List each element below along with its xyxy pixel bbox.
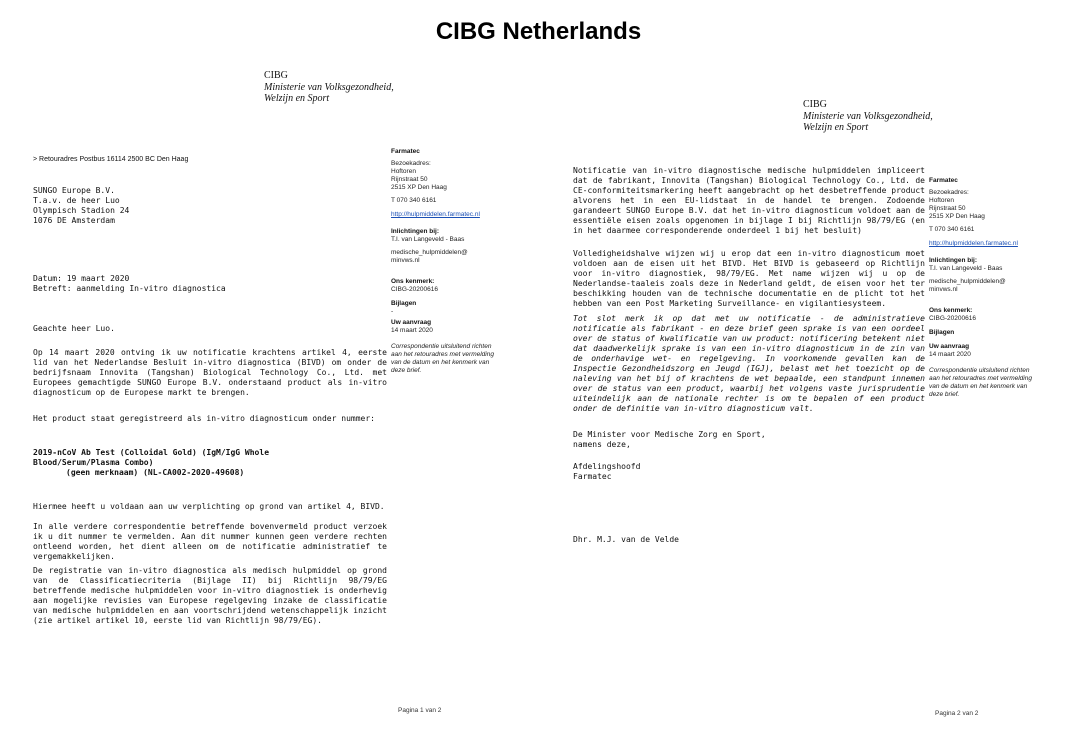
- sidebar-dept: Farmatec: [391, 148, 420, 155]
- sidebar-note: Correspondentie uitsluitend richten aan het retouradres met vermelding van de datum en het kenmerk van deze brief.: [929, 367, 1032, 398]
- role-line: Afdelingshoofd: [573, 462, 641, 471]
- sidebar-info-name: T.I. van Langeveld - Baas: [391, 236, 465, 243]
- paragraph: Tot slot merk ik op dat met uw notificatie - de administratieve notificatie als fabrikant - en deze brief geen sprake is van een oordeel over de status of kwalificatie van uw product: notificering betekent niet dat daadwerkelijk sprake is van een in-vitro diagnosticum in de zin van de onderhavige wet- en regelgeving. In voorkomende gevallen kan de Inspectie Gezondheidszorg en Jeugd (IGJ), belast met het toezicht op de naleving van het bij of krachtens de wet bepaalde, een standpunt innemen over de status van een product, waarbij het volgens vaste jurisprudentie uiteindelijk aan de nationale rechter is om te bepalen of een product onder de definitie van in-vitro diagnosticum valt.: [573, 314, 925, 413]
- sidebar-info-label: Inlichtingen bij:: [391, 228, 440, 235]
- sidebar-phone: T 070 340 6161: [929, 226, 975, 233]
- sidebar-visit-line: Hoftoren: [929, 197, 954, 204]
- product-name: Blood/Serum/Plasma Combo): [33, 458, 154, 467]
- sidebar-your-label: Uw aanvraag: [929, 343, 970, 350]
- sidebar-note: Correspondentie uitsluitend richten aan het retouradres met vermelding van de datum en het kenmerk van deze brief.: [391, 343, 494, 374]
- sidebar-url-link[interactable]: http://hulpmiddelen.farmatec.nl: [391, 211, 480, 218]
- sidebar-your-label: Uw aanvraag: [391, 319, 432, 326]
- ministry-line-1: Ministerie van Volksgezondheid,: [803, 111, 933, 122]
- sidebar-email: medische_hulpmiddelen@: [391, 249, 468, 256]
- cibg-logo-text: CIBG: [803, 99, 827, 110]
- letter-subject: Betreft: aanmelding In-vitro diagnostica: [33, 284, 226, 293]
- sidebar-visit-line: Rijnstraat 50: [929, 205, 966, 212]
- product-name: 2019-nCoV Ab Test (Colloidal Gold) (IgM/IgG Whole: [33, 448, 270, 457]
- sidebar-email: medische_hulpmiddelen@: [929, 278, 1006, 285]
- sidebar-dept: Farmatec: [929, 177, 958, 184]
- paragraph: De registratie van in-vitro diagnostica als medisch hulpmiddel op grond van de Classificatiecriteria (Bijlage II) bij Richtlijn 98/79/EG betreffende medische hulpmiddelen voor in-vitro diagnostiek is onderhevig aan mogelijke revisies van Europese regelgeving inzake de classificatie van medische hulpmiddelen en aan voortschrijdend wetenschappelijk inzicht (zie artikel artikel 10, eerste lid van Richtlijn 98/79/EG).: [33, 566, 387, 625]
- ministry-line-2: Welzijn en Sport: [264, 93, 330, 104]
- paragraph: In alle verdere correspondentie betreffende bovenvermeld product verzoek ik u dit nummer te vermelden. Aan dit nummer kunnen geen verdere rechten ontleend worden, het dient alleen om de notificatie administratief te vergemakkelijken.: [33, 522, 387, 561]
- salutation: Geachte heer Luo.: [33, 324, 115, 333]
- recipient-line: SUNGO Europe B.V.: [33, 186, 115, 195]
- letter-date: Datum: 19 maart 2020: [33, 274, 130, 283]
- ministry-line-1: Ministerie van Volksgezondheid,: [264, 82, 394, 93]
- recipient-line: Olympisch Stadion 24: [33, 206, 130, 215]
- letter-sidebar: [391, 148, 501, 375]
- sidebar-your-value: 14 maart 2020: [391, 327, 433, 334]
- sidebar-attach-label: Bijlagen: [929, 329, 955, 336]
- paragraph: Volledigheidshalve wijzen wij u erop dat een in-vitro diagnosticum moet voldoen aan de eisen uit het BIVD. Het BIVD is gebaseerd op Richtlijn voor in-vitro diagnostiek, 98/79/EG. Met name wijzen wij u op de Nederlandse-taaleis zoals deze in Nederland geldt, de eisen voor het ter beschikking houden van de technische documentatie en de plicht tot het hebben van een Post Marketing Surveillance- en vigilantiesysteem.: [573, 249, 925, 308]
- sidebar-visit-line: 2515 XP Den Haag: [929, 213, 985, 220]
- sidebar-your-value: 14 maart 2020: [929, 351, 971, 358]
- sidebar-visit-line: Hoftoren: [391, 168, 416, 175]
- sidebar-attach-label: Bijlagen: [391, 300, 417, 307]
- recipient-line: 1076 DE Amsterdam: [33, 216, 115, 225]
- cibg-logo-text: CIBG: [264, 70, 288, 81]
- recipient-line: T.a.v. de heer Luo: [33, 196, 120, 205]
- sidebar-visit-line: Rijnstraat 50: [391, 176, 428, 183]
- page-number: Pagina 2 van 2: [935, 710, 979, 717]
- closing-line: De Minister voor Medische Zorg en Sport,: [573, 430, 766, 439]
- paragraph: Hiermee heeft u voldaan aan uw verplichting op grond van artikel 4, BIVD.: [33, 502, 385, 511]
- paragraph: Notificatie van in-vitro diagnostische medische hulpmiddelen impliceert dat de fabrikant, Innovita (Tangshan) Biological Technology Co., Ltd. de CE-conformiteitsmarkering heeft aangebracht op het desbetreffende product alvorens het in een EU-lidstaat in de handel te brengen. Zodoende garandeert SUNGO Europe B.V. dat het in-vitro diagnosticum voldoet aan de essentiële eisen zoals opgenomen in bijlage I bij Richtlijn 98/79/EG (en in het daarmee corresponderende onderdeel 1 bij het besluit): [573, 166, 925, 235]
- closing-line: namens deze,: [573, 440, 631, 449]
- sidebar-visit-line: 2515 XP Den Haag: [391, 184, 447, 191]
- sidebar-attach-value: -: [391, 308, 394, 315]
- page-title: CIBG Netherlands: [435, 18, 642, 45]
- sidebar-ref-label: Ons kenmerk:: [929, 307, 973, 314]
- sidebar-visit-label: Bezoekadres:: [929, 189, 969, 196]
- paragraph: Het product staat geregistreerd als in-vitro diagnosticum onder nummer:: [33, 414, 375, 423]
- sidebar-ref-value: CIBG-20200616: [391, 286, 438, 293]
- sidebar-ref-label: Ons kenmerk:: [391, 278, 435, 285]
- role-line: Farmatec: [573, 472, 612, 481]
- letter-sidebar: [929, 177, 1039, 399]
- sidebar-info-label: Inlichtingen bij:: [929, 257, 978, 264]
- sidebar-info-name: T.I. van Langeveld - Baas: [929, 265, 1003, 272]
- product-registration-number: (geen merknaam) (NL-CA002-2020-49608): [66, 468, 245, 477]
- ministry-line-2: Welzijn en Sport: [803, 122, 869, 133]
- signatory-name: Dhr. M.J. van de Velde: [573, 535, 679, 544]
- sidebar-email: minvws.nl: [391, 257, 420, 264]
- sidebar-visit-label: Bezoekadres:: [391, 160, 431, 167]
- paragraph: Op 14 maart 2020 ontving ik uw notificatie krachtens artikel 4, eerste lid van het Nederlandse Besluit in-vitro diagnostica (BIVD) om onder de bedrijfsnaam Innovita (Tangshan) Biological Technology Co., Ltd. met Europees gemachtigde SUNGO Europe B.V. onderstaand product als in-vitro diagnosticum op de Europese markt te brengen.: [33, 348, 387, 397]
- sidebar-url-link[interactable]: http://hulpmiddelen.farmatec.nl: [929, 240, 1018, 247]
- recipient-address: [33, 186, 129, 226]
- page-number: Pagina 1 van 2: [398, 707, 442, 714]
- return-address: > Retouradres Postbus 16114 2500 BC Den Haag: [33, 156, 189, 163]
- sidebar-ref-value: CIBG-20200616: [929, 315, 976, 322]
- sidebar-phone: T 070 340 6161: [391, 197, 437, 204]
- sidebar-email: minvws.nl: [929, 286, 958, 293]
